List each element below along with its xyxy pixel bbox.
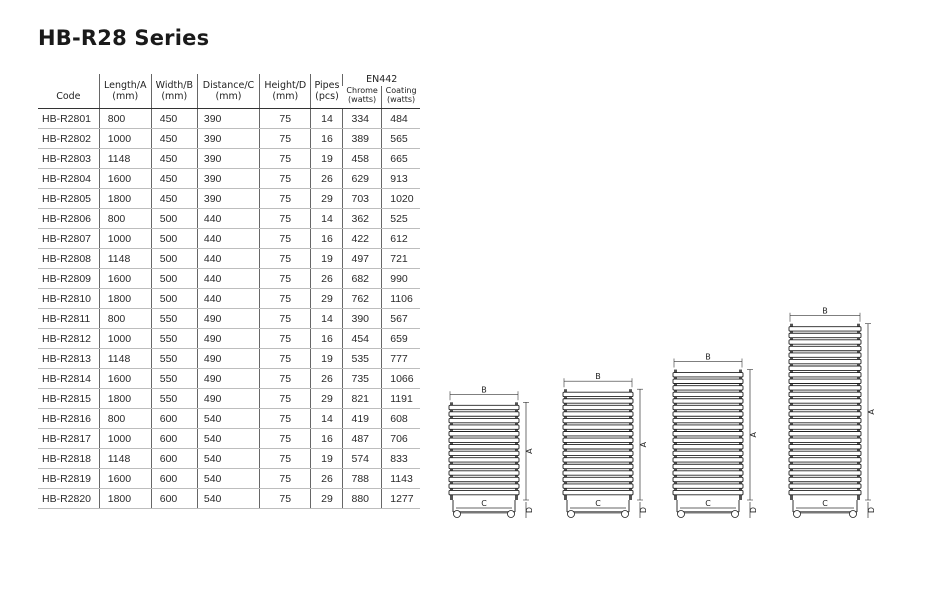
cell-coating: 1020 [382,189,420,209]
radiator-bar [789,490,861,494]
radiator-valve [508,511,515,518]
cell-coating: 990 [382,269,420,289]
radiator-bar [449,412,519,416]
header-chrome: Chrome (watts) [343,86,382,109]
cell-distance: 440 [197,289,259,309]
table-row [38,229,420,249]
cell-length: 1148 [99,349,151,369]
radiator-bar [673,412,743,416]
radiator-bar [563,405,633,409]
cell-pipes: 19 [311,249,343,269]
cell-length: 1600 [99,369,151,389]
table-row [38,189,420,209]
dimension-label-b: B [595,372,601,382]
cell-distance: 540 [197,469,259,489]
cell-length: 1600 [99,269,151,289]
cell-pipes: 16 [311,229,343,249]
cell-chrome: 362 [343,209,382,229]
cell-coating: 1277 [382,489,420,509]
table-row [38,389,420,409]
cell-width: 500 [151,269,197,289]
cell-height: 75 [260,129,311,149]
radiator-bar [789,386,861,390]
radiator-bar [673,451,743,455]
cell-pipes: 29 [311,489,343,509]
cell-chrome: 419 [343,409,382,429]
cell-height: 75 [260,449,311,469]
radiator-bar [673,477,743,481]
cell-code: HB-R2802 [38,129,99,149]
dimension-label-c: C [705,499,711,508]
cell-height: 75 [260,209,311,229]
cell-height: 75 [260,409,311,429]
radiator-bar [789,399,861,403]
radiator-bar [563,451,633,455]
cell-code: HB-R2807 [38,229,99,249]
cell-code: HB-R2816 [38,409,99,429]
cell-height: 75 [260,309,311,329]
table-row [38,309,420,329]
cell-height: 75 [260,389,311,409]
radiator-bar [563,445,633,449]
cell-length: 1800 [99,389,151,409]
cell-code: HB-R2820 [38,489,99,509]
dimension-label-b: B [822,306,828,316]
radiator-bar [449,490,519,494]
dimension-label-d: D [639,506,648,514]
cell-chrome: 762 [343,289,382,309]
cell-chrome: 334 [343,109,382,129]
cell-length: 800 [99,109,151,129]
cell-pipes: 19 [311,349,343,369]
radiator-bar [563,412,633,416]
cell-height: 75 [260,169,311,189]
radiator-bar [789,412,861,416]
radiator-bar [673,445,743,449]
table-row [38,289,420,309]
radiator-bar [673,432,743,436]
cell-pipes: 14 [311,309,343,329]
cell-chrome: 422 [343,229,382,249]
radiator-bar [449,484,519,488]
cell-distance: 390 [197,109,259,129]
radiator-bar [449,432,519,436]
cell-chrome: 390 [343,309,382,329]
cell-width: 600 [151,409,197,429]
dimension-label-d: D [525,506,534,514]
table-row [38,449,420,469]
cell-coating: 1106 [382,289,420,309]
cell-code: HB-R2810 [38,289,99,309]
radiator-bar [673,379,743,383]
header-pipes: Pipes (pcs) [311,74,343,109]
cell-code: HB-R2804 [38,169,99,189]
dimension-label-b: B [481,385,487,395]
cell-distance: 440 [197,209,259,229]
cell-coating: 1143 [382,469,420,489]
radiator-bar [789,346,861,350]
cell-coating: 659 [382,329,420,349]
header-code: Code [38,74,99,109]
table-row [38,269,420,289]
cell-distance: 390 [197,149,259,169]
radiator-bar [673,425,743,429]
cell-coating: 567 [382,309,420,329]
table-row [38,129,420,149]
radiator-bar [789,432,861,436]
cell-pipes: 16 [311,129,343,149]
cell-chrome: 703 [343,189,382,209]
radiator-valve [568,511,575,518]
radiator-bar [789,464,861,468]
radiator-bar [789,366,861,370]
cell-distance: 490 [197,349,259,369]
radiator-bar [789,451,861,455]
cell-width: 450 [151,109,197,129]
cell-height: 75 [260,109,311,129]
cell-code: HB-R2809 [38,269,99,289]
cell-chrome: 735 [343,369,382,389]
cell-height: 75 [260,249,311,269]
radiator-bar [449,464,519,468]
radiator-bar [789,359,861,363]
cell-length: 1800 [99,289,151,309]
radiator-bar [789,484,861,488]
cell-height: 75 [260,269,311,289]
cell-width: 500 [151,209,197,229]
cell-chrome: 880 [343,489,382,509]
radiator-bar [789,445,861,449]
radiator-bar [789,340,861,344]
dimension-label-d: D [749,506,758,514]
radiator-bar [673,438,743,442]
radiator-bar [673,386,743,390]
radiator-bar [789,471,861,475]
cell-code: HB-R2805 [38,189,99,209]
radiator-bar [563,392,633,396]
table-row [38,249,420,269]
radiator-bar [789,477,861,481]
cell-code: HB-R2817 [38,429,99,449]
radiator-pipe [677,511,739,514]
cell-width: 600 [151,429,197,449]
cell-height: 75 [260,329,311,349]
spec-table [38,74,420,509]
table-row [38,169,420,189]
radiator-pipe [567,511,629,514]
cell-chrome: 458 [343,149,382,169]
cell-coating: 1191 [382,389,420,409]
cell-coating: 913 [382,169,420,189]
radiator-bar [673,464,743,468]
cell-chrome: 682 [343,269,382,289]
cell-distance: 440 [197,229,259,249]
cell-height: 75 [260,429,311,449]
cell-chrome: 454 [343,329,382,349]
cell-height: 75 [260,189,311,209]
cell-height: 75 [260,289,311,309]
radiator-bar [789,379,861,383]
cell-pipes: 19 [311,149,343,169]
cell-width: 500 [151,229,197,249]
radiator-valve [794,511,801,518]
dimension-label-d: D [867,506,876,514]
cell-code: HB-R2803 [38,149,99,169]
cell-coating: 612 [382,229,420,249]
cell-pipes: 14 [311,409,343,429]
dimension-label-a: A [639,441,648,448]
cell-width: 450 [151,189,197,209]
cell-length: 1600 [99,169,151,189]
table-row [38,429,420,449]
radiator-bar [449,418,519,422]
cell-length: 1000 [99,129,151,149]
table-row [38,349,420,369]
radiator-valve [850,511,857,518]
cell-width: 550 [151,389,197,409]
radiator-drawings [440,270,936,540]
cell-distance: 540 [197,409,259,429]
cell-code: HB-R2812 [38,329,99,349]
radiator-bar [789,425,861,429]
cell-pipes: 14 [311,209,343,229]
radiator-bar [563,458,633,462]
cell-chrome: 487 [343,429,382,449]
cell-code: HB-R2811 [38,309,99,329]
dimension-label-c: C [481,499,487,508]
cell-height: 75 [260,349,311,369]
radiator-bar [563,438,633,442]
radiator-bar [673,405,743,409]
cell-length: 1000 [99,229,151,249]
dimension-label-b: B [705,352,711,362]
cell-code: HB-R2808 [38,249,99,269]
cell-coating: 833 [382,449,420,469]
dimension-label-c: C [595,499,601,508]
cell-code: HB-R2819 [38,469,99,489]
cell-width: 600 [151,449,197,469]
radiator-valve [732,511,739,518]
cell-chrome: 389 [343,129,382,149]
header-distance: Distance/C (mm) [197,74,259,109]
cell-pipes: 19 [311,449,343,469]
cell-chrome: 629 [343,169,382,189]
cell-width: 550 [151,309,197,329]
cell-pipes: 29 [311,189,343,209]
cell-length: 1000 [99,429,151,449]
cell-distance: 490 [197,329,259,349]
page-title: HB-R28 Series [38,26,210,50]
radiator-valve [622,511,629,518]
radiator-bar [673,490,743,494]
cell-coating: 608 [382,409,420,429]
cell-pipes: 29 [311,389,343,409]
dimension-label-a: A [525,448,534,454]
radiator-bar [449,445,519,449]
header-length: Length/A (mm) [99,74,151,109]
cell-height: 75 [260,369,311,389]
radiator-bar [449,477,519,481]
cell-coating: 565 [382,129,420,149]
radiator-bar [563,464,633,468]
cell-coating: 706 [382,429,420,449]
header-width: Width/B (mm) [151,74,197,109]
radiator-bar [673,484,743,488]
cell-coating: 665 [382,149,420,169]
cell-width: 500 [151,249,197,269]
table-row [38,369,420,389]
cell-length: 1148 [99,449,151,469]
radiator-bar [449,438,519,442]
radiator-pipe [453,511,515,514]
table-row [38,469,420,489]
cell-width: 450 [151,169,197,189]
radiator-pipe [793,511,857,514]
cell-length: 1148 [99,249,151,269]
cell-distance: 390 [197,129,259,149]
cell-width: 600 [151,469,197,489]
radiator-bar [449,471,519,475]
dimension-label-a: A [749,432,758,438]
radiator-bar [673,458,743,462]
radiator-valve [454,511,461,518]
radiator-bar [789,392,861,396]
table-row [38,489,420,509]
cell-height: 75 [260,229,311,249]
cell-code: HB-R2815 [38,389,99,409]
radiator-bar [673,418,743,422]
radiator-valve [678,511,685,518]
dimension-label-a: A [867,409,876,415]
radiator-bar [673,471,743,475]
cell-distance: 540 [197,449,259,469]
cell-distance: 390 [197,189,259,209]
cell-pipes: 26 [311,169,343,189]
cell-code: HB-R2801 [38,109,99,129]
cell-distance: 390 [197,169,259,189]
cell-length: 800 [99,409,151,429]
cell-width: 550 [151,329,197,349]
radiator-bar [789,458,861,462]
cell-length: 800 [99,209,151,229]
cell-code: HB-R2806 [38,209,99,229]
cell-chrome: 535 [343,349,382,369]
radiator-bar [449,405,519,409]
table-row [38,329,420,349]
header-height: Height/D (mm) [260,74,311,109]
radiator-bar [673,373,743,377]
cell-distance: 490 [197,369,259,389]
cell-length: 1600 [99,469,151,489]
cell-distance: 540 [197,489,259,509]
cell-distance: 490 [197,389,259,409]
cell-chrome: 497 [343,249,382,269]
radiator-bar [563,425,633,429]
cell-height: 75 [260,489,311,509]
cell-chrome: 574 [343,449,382,469]
radiator-bar [563,477,633,481]
cell-distance: 490 [197,309,259,329]
cell-height: 75 [260,149,311,169]
cell-chrome: 788 [343,469,382,489]
cell-distance: 440 [197,269,259,289]
cell-distance: 440 [197,249,259,269]
cell-coating: 1066 [382,369,420,389]
radiator-bar [789,418,861,422]
cell-code: HB-R2813 [38,349,99,369]
table-row [38,149,420,169]
cell-pipes: 26 [311,469,343,489]
radiator-bar [789,373,861,377]
radiator-bar [449,458,519,462]
radiator-bar [789,333,861,337]
cell-chrome: 821 [343,389,382,409]
cell-coating: 525 [382,209,420,229]
cell-width: 550 [151,369,197,389]
radiator-bar [563,484,633,488]
radiator-bar [789,327,861,331]
cell-length: 1800 [99,489,151,509]
table-row [38,209,420,229]
radiator-bar [449,451,519,455]
cell-pipes: 26 [311,269,343,289]
cell-code: HB-R2814 [38,369,99,389]
radiator-bar [563,490,633,494]
cell-pipes: 26 [311,369,343,389]
cell-length: 1800 [99,189,151,209]
cell-width: 600 [151,489,197,509]
cell-code: HB-R2818 [38,449,99,469]
cell-width: 450 [151,129,197,149]
radiator-bar [563,418,633,422]
radiator-bar [563,471,633,475]
cell-length: 1000 [99,329,151,349]
dimension-label-c: C [822,499,828,508]
cell-coating: 777 [382,349,420,369]
radiator-bar [789,438,861,442]
cell-coating: 721 [382,249,420,269]
radiator-bar [789,353,861,357]
cell-distance: 540 [197,429,259,449]
cell-pipes: 14 [311,109,343,129]
cell-width: 450 [151,149,197,169]
cell-width: 500 [151,289,197,309]
cell-height: 75 [260,469,311,489]
table-row [38,109,420,129]
cell-width: 550 [151,349,197,369]
table-row [38,409,420,429]
radiator-bar [673,392,743,396]
radiator-bar [673,399,743,403]
header-coating: Coating (watts) [382,86,420,109]
cell-pipes: 29 [311,289,343,309]
cell-coating: 484 [382,109,420,129]
cell-length: 800 [99,309,151,329]
header-en442: EN442 [343,74,420,86]
radiator-bar [449,425,519,429]
radiator-bar [563,432,633,436]
radiator-bar [789,405,861,409]
cell-pipes: 16 [311,429,343,449]
radiator-bar [563,399,633,403]
cell-length: 1148 [99,149,151,169]
cell-pipes: 16 [311,329,343,349]
